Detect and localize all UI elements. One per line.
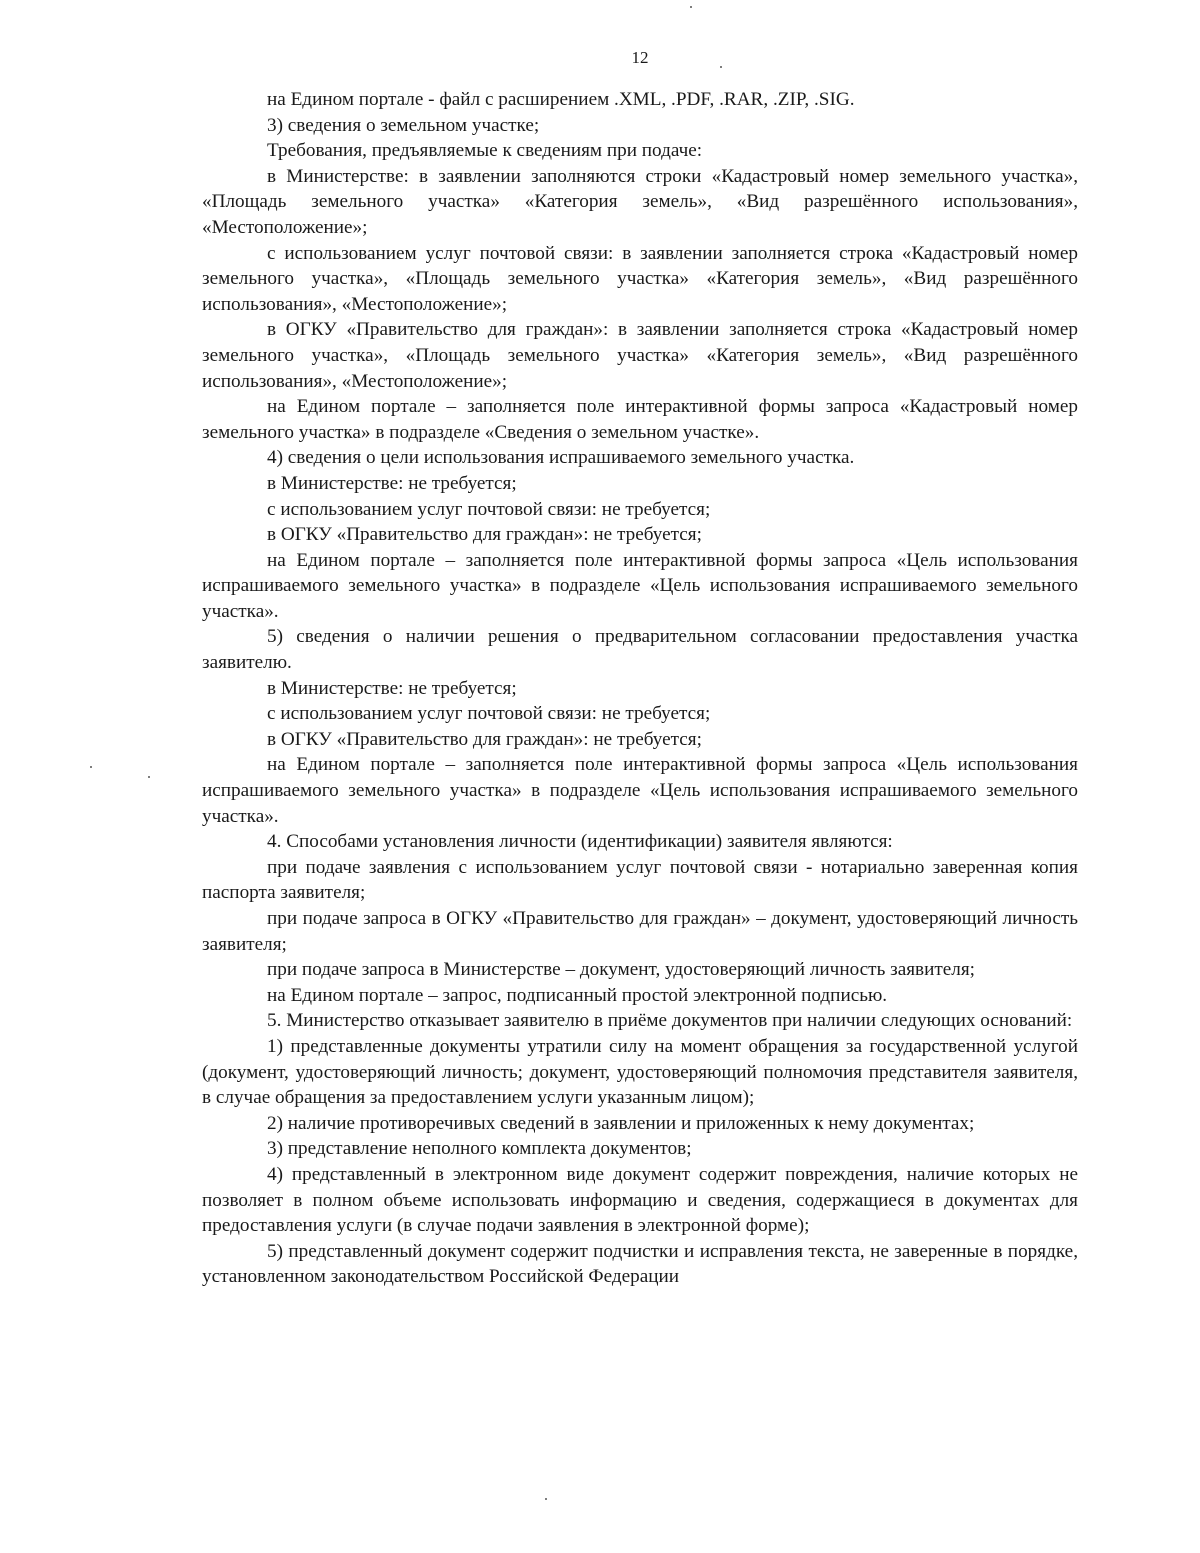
paragraph: на Едином портале - файл с расширением .XML, .PDF, .RAR, .ZIP, .SIG. <box>267 89 855 110</box>
paragraph: в ОГКУ «Правительство для граждан»: не требуется; <box>267 524 702 546</box>
paragraph: 5) представленный документ содержит подчистки и исправления текста, не заверенные в порядке, установленном законодательством Российской Федерации <box>202 1240 1078 1288</box>
scan-speck <box>90 766 92 768</box>
document-body <box>202 87 1078 1290</box>
paragraph: 4) представленный в электронном виде документ содержит повреждения, наличие которых не позволяет в полном объеме использовать информацию и сведения, содержащиеся в документах для предоставления услуги (в случае подачи заявления в электронной форме); <box>202 1163 1078 1237</box>
scan-speck <box>690 6 692 8</box>
paragraph: 4. Способами установления личности (идентификации) заявителя являются: <box>267 831 893 853</box>
paragraph: на Едином портале – заполняется поле интерактивной формы запроса «Цель использования испрашиваемого земельного участка» в подразделе «Цель использования испрашиваемого земельного участка». <box>202 549 1078 622</box>
paragraph: на Едином портале – заполняется поле интерактивной формы запроса «Цель использования испрашиваемого земельного участка» в подразделе «Цель использования испрашиваемого земельного участка». <box>202 754 1078 827</box>
paragraph: при подаче запроса в Министерстве – документ, удостоверяющий личность заявителя; <box>267 959 975 981</box>
paragraph: с использованием услуг почтовой связи: не требуется; <box>267 703 711 725</box>
paragraph: при подаче запроса в ОГКУ «Правительство для граждан» – документ, удостоверяющий личность заявителя; <box>202 908 1078 955</box>
page-number: 12 <box>631 48 649 67</box>
paragraph: в Министерстве: не требуется; <box>267 677 517 699</box>
paragraph: 1) представленные документы утратили силу на момент обращения за государственной услугой (документ, удостоверяющий личность; документ, удостоверяющий полномочия представителя заявителя, в случае обращения за предоставлением услуги указанным лицом); <box>202 1035 1078 1109</box>
paragraph: в ОГКУ «Правительство для граждан»: в заявлении заполняется строка «Кадастровый номер земельного участка», «Площадь земельного участка» «Категория земель», «Вид разрешённого использования», «Местоположение»; <box>202 319 1078 392</box>
paragraph: в ОГКУ «Правительство для граждан»: не требуется; <box>267 728 702 750</box>
paragraph: на Едином портале – заполняется поле интерактивной формы запроса «Кадастровый номер земельного участка» в подразделе «Сведения о земельном участке». <box>202 396 1078 443</box>
paragraph: 3) сведения о земельном участке; <box>267 114 540 136</box>
paragraph: 3) представление неполного комплекта документов; <box>267 1138 692 1160</box>
paragraph: с использованием услуг почтовой связи: не требуется; <box>267 498 711 520</box>
paragraph: 5) сведения о наличии решения о предварительном согласовании предоставления участка заявителю. <box>202 626 1078 674</box>
paragraph: при подаче заявления с использованием услуг почтовой связи - нотариально заверенная копия паспорта заявителя; <box>202 856 1078 904</box>
scan-speck <box>545 1498 547 1500</box>
paragraph: с использованием услуг почтовой связи: в заявлении заполняется строка «Кадастровый номер земельного участка», «Площадь земельного участка» «Категория земель», «Вид разрешённого использования», «Местоположение»; <box>202 242 1078 315</box>
scan-speck <box>720 66 722 68</box>
paragraph: 4) сведения о цели использования испрашиваемого земельного участка. <box>267 447 855 469</box>
paragraph: 2) наличие противоречивых сведений в заявлении и приложенных к нему документах; <box>267 1112 975 1134</box>
scan-speck <box>148 776 150 778</box>
paragraph: в Министерстве: в заявлении заполняются строки «Кадастровый номер земельного участка», «Площадь земельного участка» «Категория земель», «Вид разрешённого использования», «Местоположение»; <box>202 165 1078 238</box>
paragraph: на Едином портале – запрос, подписанный простой электронной подписью. <box>267 984 888 1006</box>
paragraph: 5. Министерство отказывает заявителю в приёме документов при наличии следующих оснований: <box>267 1010 1073 1032</box>
paragraph: в Министерстве: не требуется; <box>267 472 517 494</box>
paragraph: Требования, предъявляемые к сведениям при подаче: <box>267 140 703 162</box>
